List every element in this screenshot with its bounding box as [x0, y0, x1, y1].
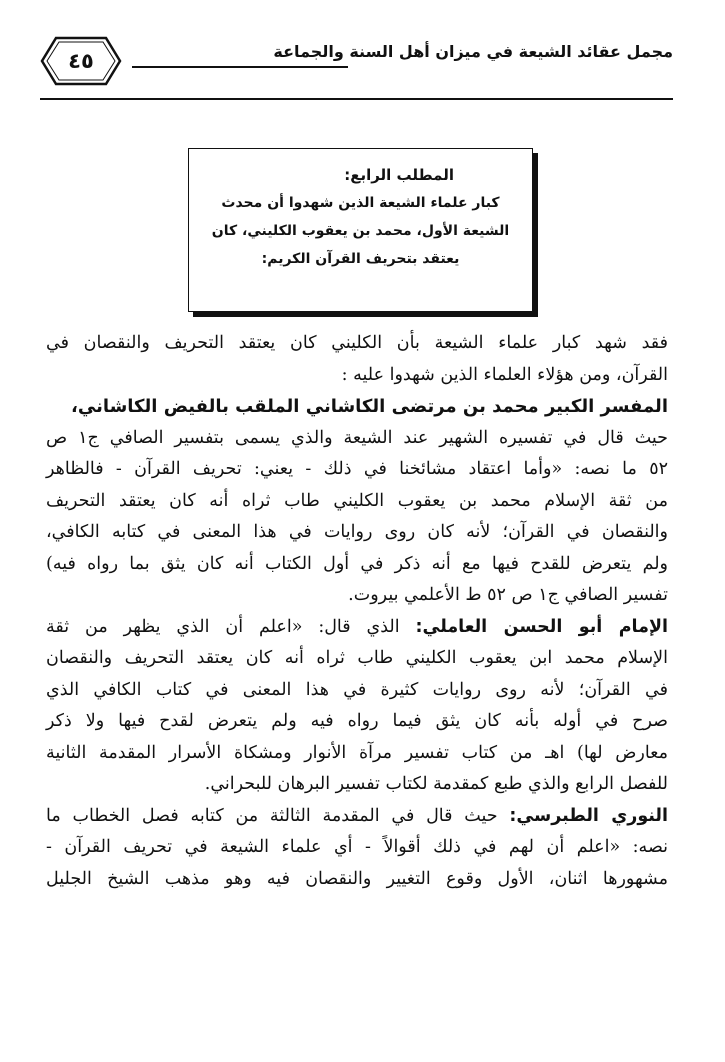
amili-first-line: [46, 612, 668, 644]
nouri-first-line: [46, 801, 668, 833]
paragraph-line: معارض لها) اهـ من كتاب تفسير مرآة الأنوار ومشكاة الأسرار المقدمة الثانية: [46, 742, 668, 763]
paragraph-line: حيث قال في تفسيره الشهير عند الشيعة والذي يسمى بتفسير الصافي ج١ ص: [46, 427, 668, 448]
page-number-badge: [40, 36, 122, 86]
nouri-quote-start: حيث قال في المقدمة الثالثة من كتابه فصل الخطاب ما: [46, 805, 510, 826]
section-title-line: كبار علماء الشيعة الذين شهدوا أن محدث: [221, 195, 500, 211]
paragraph-line: في القرآن؛ لأنه روى روايات كثيرة في هذا المعنى في كتاب الكافي الذي: [46, 679, 668, 700]
page-number: ٤٥: [68, 49, 94, 73]
paragraph-line: من ثقة الإسلام محمد بن يعقوب الكليني طاب ثراه أنه كان يعتقد التحريف: [46, 490, 668, 511]
paragraph-line: للفصل الرابع والذي طبع كمقدمة لكتاب تفسير البرهان للبحراني.: [204, 774, 668, 794]
section-label: المطلب الرابع:: [344, 166, 454, 184]
header-rule: [40, 98, 673, 100]
nouri-name: النوري الطبرسي:: [509, 805, 669, 826]
kashani-heading: المفسر الكبير محمد بن مرتضى الكاشاني الملقب بالفيض الكاشاني،: [71, 396, 668, 417]
section-title-line: يعتقد بتحريف القرآن الكريم:: [261, 251, 460, 267]
paragraph-line: تفسير الصافي ج١ ص ٥٢ ط الأعلمي بيروت.: [348, 585, 668, 605]
page-header: [40, 28, 673, 98]
paragraph-line: القرآن، ومن هؤلاء العلماء الذين شهدوا عليه :: [341, 364, 668, 385]
paragraph-line: صرح في أوله بأنه كان يثق فيما رواه فيه ولم يتعرض لقدح فيها ولا ذكر: [46, 711, 668, 731]
amili-quote-start: الذي قال: «اعلم أن الذي يظهر من ثقة: [46, 616, 416, 637]
paragraph-line: الإسلام محمد ابن يعقوب الكليني طاب ثراه أنه كان يعتقد التحريف والنقصان: [46, 648, 668, 668]
paragraph-line: ولم يتعرض للقدح فيها مع أنه ذكر في أول الكتاب أنه كان يثق بما رواه فيه): [46, 553, 668, 574]
paragraph-line: نصه: «اعلم أن لهم في ذلك أقوالاً - أي علماء الشيعة في تحريف القرآن -: [46, 837, 668, 857]
body-text: [46, 328, 668, 895]
paragraph-line: مشهورها اثنان، الأول وقوع التغيير والنقصان فيه وهو مذهب الشيخ الجليل: [46, 868, 668, 889]
paragraph-line: والنقصان في القرآن؛ لأنه كان روى روايات في هذا المعنى في كتابه الكافي،: [46, 522, 668, 542]
section-title-line: الشيعة الأول، محمد بن يعقوب الكليني، كان: [211, 223, 510, 239]
running-title: مجمل عقائد الشيعة في ميزان أهل السنة والجماعة: [273, 42, 673, 61]
section-heading-box: [188, 148, 533, 312]
title-dash-rule: [132, 66, 348, 68]
amili-name: الإمام أبو الحسن العاملي:: [415, 616, 668, 637]
paragraph-line: ٥٢ ما نصه: «وأما اعتقاد مشائخنا في ذلك - يعني: تحريف القرآن - فالظاهر: [46, 459, 668, 479]
paragraph-line: فقد شهد كبار علماء الشيعة بأن الكليني كان يعتقد التحريف والنقصان في: [46, 333, 668, 353]
